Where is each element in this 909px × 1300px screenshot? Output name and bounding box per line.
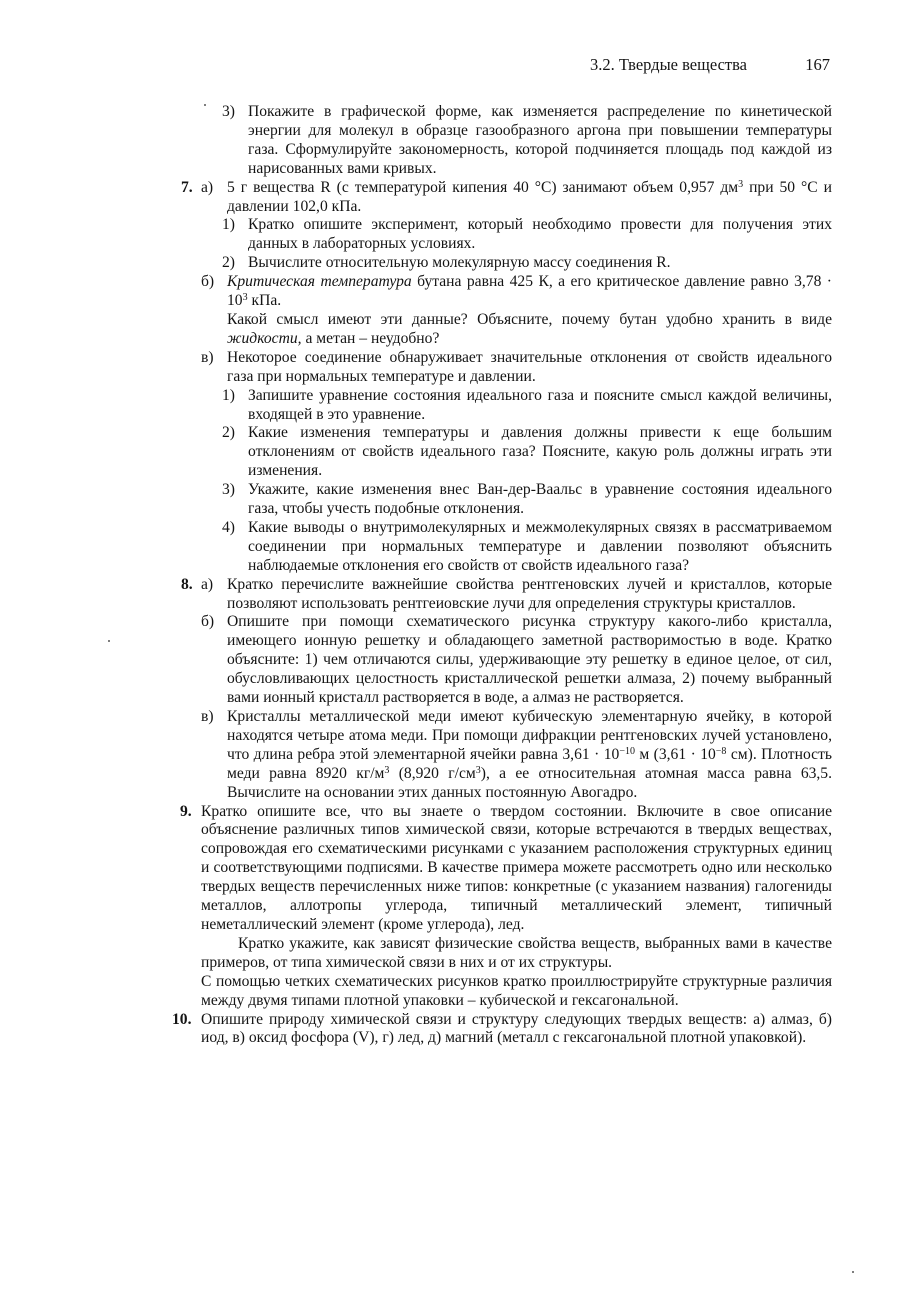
term-italic: Критическая температура — [227, 273, 412, 291]
scan-speck — [852, 1271, 854, 1273]
term-italic: жидкости, — [227, 329, 302, 347]
problem-7-v-item-4 — [222, 518, 832, 576]
part-label: в) — [201, 708, 214, 725]
part-label: а) — [201, 575, 214, 593]
problem-10: 10. Опишите природу химической связи и структуру следующих твердых веществ: а) алмаз, б) иод, в) оксид фосфора (V), г) лед, д) магний (металл с гексагональной плотной упаковкой). — [172, 1010, 832, 1047]
problem-7-v-item-1 — [222, 386, 832, 425]
problem-9: 9. Кратко опишите все, что вы знаете о твердом состоянии. Включите в свое описание объяснение различных типов химической связи, которые встречаются в твердых веществах, сопровождая его схематическими рисунками с указанием расположения структурных единиц и соответствующими подписями. В качестве примера можете рассмотреть одно или несколько твердых веществ перечисленных ниже типов: конкретные (с указанием названия) галогениды металлов, аллотропы углерода, типичный металлический элемент, типичный неметаллический элемент (кроме углерода), лед. Кратко укажите, как зависят физические свойства веществ, выбранных вами в качестве примеров, от типа химической связи в них и от их структуры. С помощью четких схематических рисунков кратко проиллюстрируйте структурные различия между двумя типами плотной упаковки – кубической и гексагональной. — [180, 802, 832, 1009]
problem-7-v-item-3 — [222, 481, 832, 519]
item-text: Запишите уравнение состояния идеального газа и поясните смысл каждой величины, входящей в это уравнение. — [248, 386, 832, 423]
item-text: Кратко опишите эксперимент, который необходимо провести для получения этих данных в лабораторных условиях. — [248, 216, 832, 253]
problem-8-part-a: 8. а) Кратко перечислите важнейшие свойства рентгеновских лучей и кристаллов, которые позволяют использовать рентгеиовские лучи для определения структуры кристаллов. — [181, 575, 832, 612]
problem-number: 8. — [181, 575, 193, 593]
item-label: 1) — [222, 216, 235, 234]
problem-number: 9. — [180, 802, 192, 820]
item-text: Вычислите относительную молекулярную массу соединения R. — [248, 254, 671, 272]
problem-7-v-item-2 — [222, 424, 832, 481]
page-number: 167 — [805, 55, 830, 74]
problem-6-item-3 — [222, 103, 832, 179]
part-label: б) — [201, 613, 215, 631]
running-header — [590, 56, 830, 75]
part-label: а) — [201, 178, 214, 196]
item-label: 4) — [222, 518, 235, 536]
page-body — [0, 103, 909, 1048]
item-text: Какие выводы о внутримолекулярных и межмолекулярных связях в рассматриваемом соединении при нормальных температуре и давлении позволяют объяснить наблюдаемые отклонения его свойств от свойств идеального газа? — [248, 518, 832, 574]
problem-number: 7. — [181, 178, 193, 196]
item-label: 2) — [222, 424, 235, 442]
item-text: Покажите в графической форме, как изменяется распределение по кинетической энергии для молекул в образце газообразного аргона при повышении температуры газа. Сформулируйте закономерность, которой подчиняется площадь под каждой из нарисованных вами кривых. — [248, 103, 832, 177]
problem-7-part-b: б) Критическая температура бутана равна 425 К, а его критическое давление равно $3,78 \cdot 10^3$ кПа. Какой смысл имеют эти данные? Объясните, почему бутан удобно хранить в виде жидкости, а метан – неудобно? — [201, 273, 832, 347]
item-label: 1) — [222, 386, 235, 404]
problem-8-part-b: б) Опишите при помощи схематического рисунка структуру какого-либо кристалла, имеющего ионную решетку и обладающего заметной растворимостью в воде. Кратко объясните: 1) чем отличаются силы, удерживающие эту решетку в единое целое, от сил, обусловливающих целостность кристаллической решетки алмаза, 2) почему выбранный вами ионный кристалл растворяется в воде, а алмаз не растворяется. — [201, 613, 832, 707]
problem-7-a-item-2 — [222, 254, 832, 273]
problem-7-a-item-1 — [222, 216, 832, 254]
problem-7-part-a: 7. а) 5 г вещества R (с температурой кипения 40 °С) занимают объем 0,957 $дм^3$ при 50 °С и давлении 102,0 кПа. — [181, 178, 832, 215]
problem-number: 10. — [172, 1010, 192, 1028]
item-text: Какие изменения температуры и давления должны привести к еще большим отклонениям от свойств идеального газа? Поясните, какую роль должны играть эти изменения. — [248, 424, 832, 480]
item-label: 2) — [222, 254, 235, 272]
problem-8-part-v: в) Кристаллы металлической меди имеют кубическую элементарную ячейку, в которой находятся четыре атома меди. При помощи дифракции рентгеновских лучей установлено, что длина ребра этой элементарной ячейки равна $3,61 \cdot 10^{-10}$ м ($3,61 \cdot 10^{-8}$ см). Плотность меди равна 8920 $кг/м^3$ (8,920 $г/см^3$), а ее относительная атомная масса равна 63,5. Вычислите на основании этих данных постоянную Авогадро. — [201, 708, 833, 801]
item-label: 3) — [222, 481, 235, 499]
item-label: 3) — [222, 103, 235, 120]
problem-7-part-v: в) Некоторое соединение обнаруживает значительные отклонения от свойств идеального газа при нормальных температуре и давлении. — [201, 348, 832, 385]
item-text: Укажите, какие изменения внес Ван-дер-Ваальс в уравнение состояния идеального газа, чтобы учесть подобные отклонения. — [248, 481, 832, 518]
part-label: б) — [201, 273, 215, 291]
section-title: 3.2. Твердые вещества — [590, 55, 747, 74]
part-label: в) — [201, 348, 214, 366]
